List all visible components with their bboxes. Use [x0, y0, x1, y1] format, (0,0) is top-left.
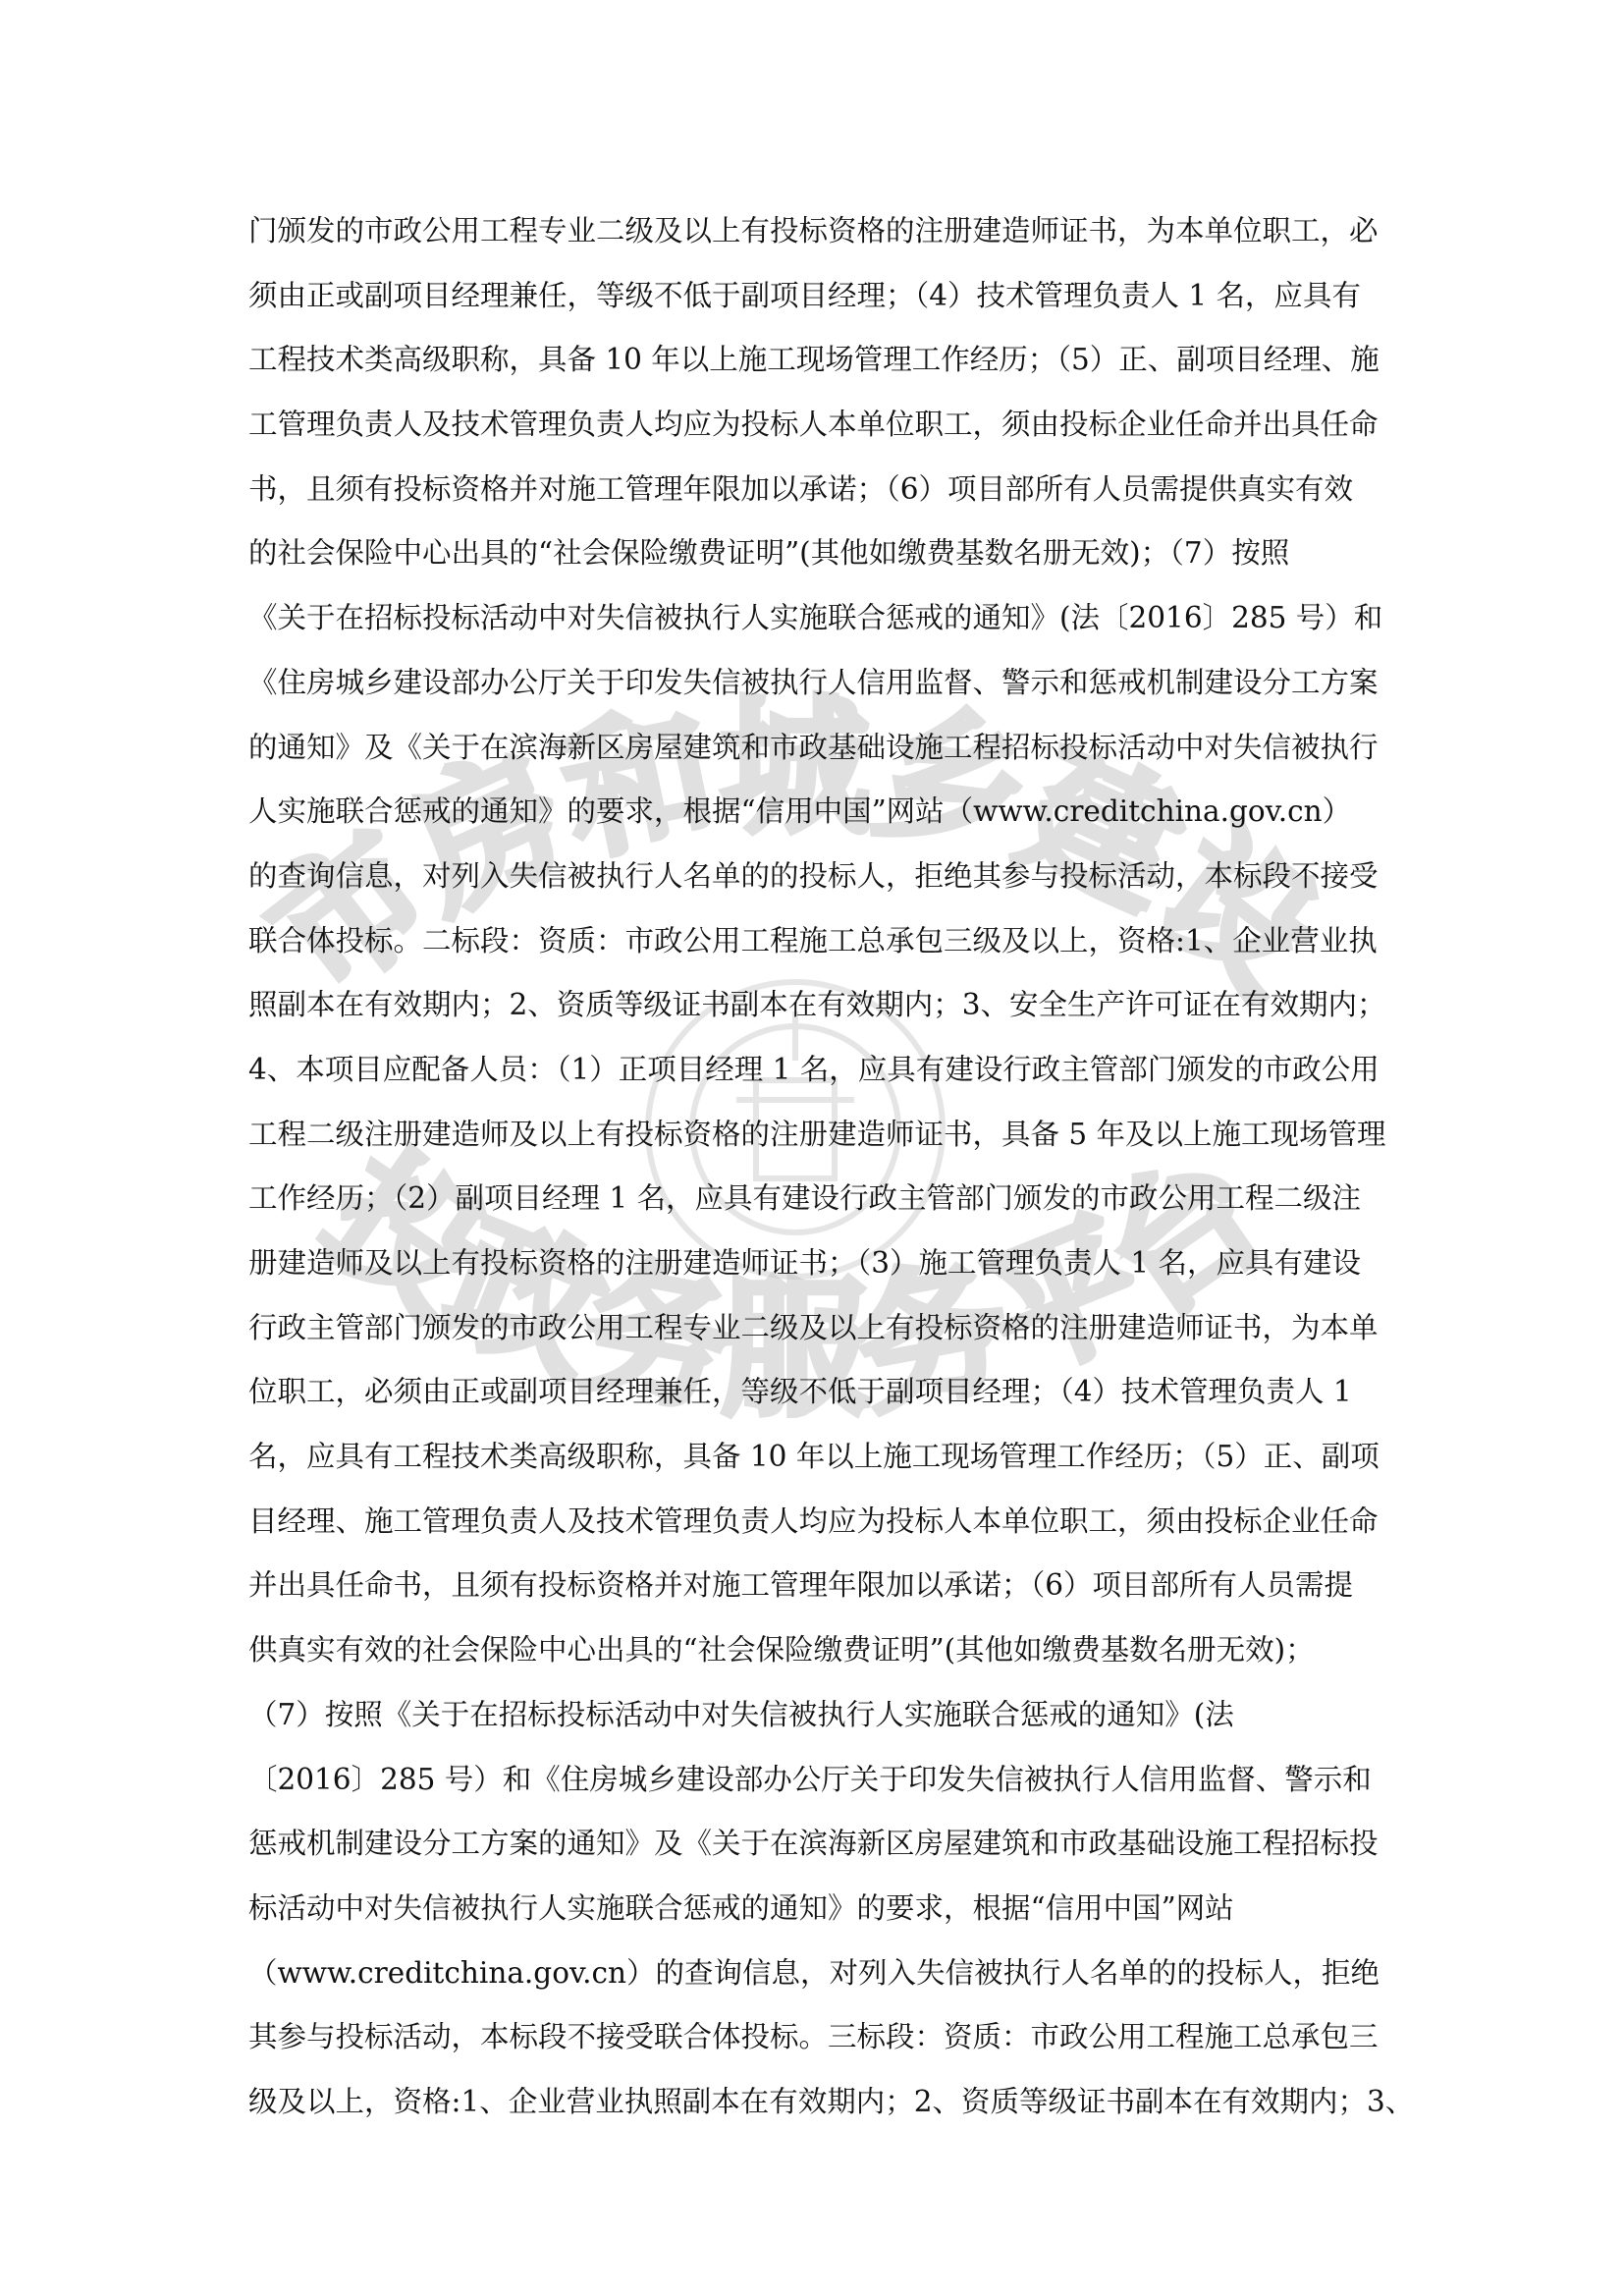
- text-line: 《住房城乡建设部办公厅关于印发失信被执行人信用监督、警示和惩戒机制建设分工方案: [248, 665, 1379, 699]
- text-line: 位职工，必须由正或副项目经理兼任，等级不低于副项目经理；（4）技术管理负责人 1: [248, 1375, 1352, 1409]
- text-line: 书，且须有投标资格并对施工管理年限加以承诺；（6）项目部所有人员需提供真实有效: [248, 471, 1354, 506]
- text-line: 〔2016〕285 号）和《住房城乡建设部办公厅关于印发失信被执行人信用监督、警示和: [248, 1762, 1372, 1796]
- text-line: 《关于在招标投标活动中对失信被执行人实施联合惩戒的通知》(法〔2016〕285 号）和: [248, 601, 1383, 635]
- text-line: 行政主管部门颁发的市政公用工程专业二级及以上有投标资格的注册建造师证书，为本单: [248, 1310, 1379, 1344]
- text-line: 并出具任命书，且须有投标资格并对施工管理年限加以承诺；（6）项目部所有人员需提: [248, 1568, 1354, 1603]
- text-line: （7）按照《关于在招标投标活动中对失信被执行人实施联合惩戒的通知》(法: [248, 1697, 1234, 1731]
- text-line: 联合体投标。二标段：资质：市政公用工程施工总承包三级及以上，资格:1、企业营业执: [248, 923, 1378, 957]
- text-line: 惩戒机制建设分工方案的通知》及《关于在滨海新区房屋建筑和市政基础设施工程招标投: [248, 1827, 1379, 1861]
- text-line: 标活动中对失信被执行人实施联合惩戒的通知》的要求，根据“信用中国”网站: [248, 1890, 1234, 1925]
- text-line: 门颁发的市政公用工程专业二级及以上有投标资格的注册建造师证书，为本单位职工，必: [248, 214, 1379, 247]
- watermark-text-top: 市房和城乡建设: [241, 687, 1350, 1027]
- text-line: 其参与投标活动，本标段不接受联合体投标。三标段：资质：市政公用工程施工总承包三: [248, 2020, 1379, 2054]
- text-line: 级及以上，资格:1、企业营业执照副本在有效期内；2、资质等级证书副本在有效期内；3、: [248, 2084, 1415, 2118]
- text-line: 供真实有效的社会保险中心出具的“社会保险缴费证明”(其他如缴费基数名册无效)；: [248, 1633, 1315, 1667]
- text-line: （www.creditchina.gov.cn）的查询信息，对列入失信被执行人名单的的投标人，拒绝: [248, 1955, 1380, 1990]
- text-line: 工作经历；（2）副项目经理 1 名，应具有建设行政主管部门颁发的市政公用工程二级注: [248, 1181, 1362, 1216]
- text-line: 名，应具有工程技术类高级职称，具备 10 年以上施工现场管理工作经历；（5）正、副项: [248, 1440, 1380, 1474]
- document-body: [248, 206, 1415, 2142]
- text-line: 人实施联合惩戒的通知》的要求，根据“信用中国”网站（www.creditchina.gov.cn）: [248, 794, 1352, 829]
- text-line: 的社会保险中心出具的“社会保险缴费证明”(其他如缴费基数名册无效)；（7）按照: [248, 536, 1290, 571]
- watermark-text-bottom: 投政务服务平台: [297, 1122, 1294, 1437]
- text-line: 工程技术类高级职称，具备 10 年以上施工现场管理工作经历；（5）正、副项目经理、施: [248, 343, 1380, 377]
- text-line: 须由正或副项目经理兼任，等级不低于副项目经理；（4）技术管理负责人 1 名，应具有: [248, 278, 1362, 312]
- text-line: 目经理、施工管理负责人及技术管理负责人均应为投标人本单位职工，须由投标企业任命: [248, 1503, 1379, 1538]
- text-line: 4、本项目应配备人员：（1）正项目经理 1 名，应具有建设行政主管部门颁发的市政公用: [248, 1052, 1380, 1086]
- text-line: 工程二级注册建造师及以上有投标资格的注册建造师证书，具备 5 年及以上施工现场管理: [248, 1117, 1386, 1151]
- text-line: 册建造师及以上有投标资格的注册建造师证书；（3）施工管理负责人 1 名，应具有建设: [248, 1246, 1362, 1280]
- text-line: 工管理负责人及技术管理负责人均应为投标人本单位职工，须由投标企业任命并出具任命: [248, 408, 1379, 442]
- text-line: 的查询信息，对列入失信被执行人名单的的投标人，拒绝其参与投标活动，本标段不接受: [248, 858, 1379, 893]
- text-line: 的通知》及《关于在滨海新区房屋建筑和市政基础设施工程招标投标活动中对失信被执行: [248, 730, 1379, 764]
- text-line: 照副本在有效期内；2、资质等级证书副本在有效期内；3、安全生产许可证在有效期内；: [248, 988, 1386, 1022]
